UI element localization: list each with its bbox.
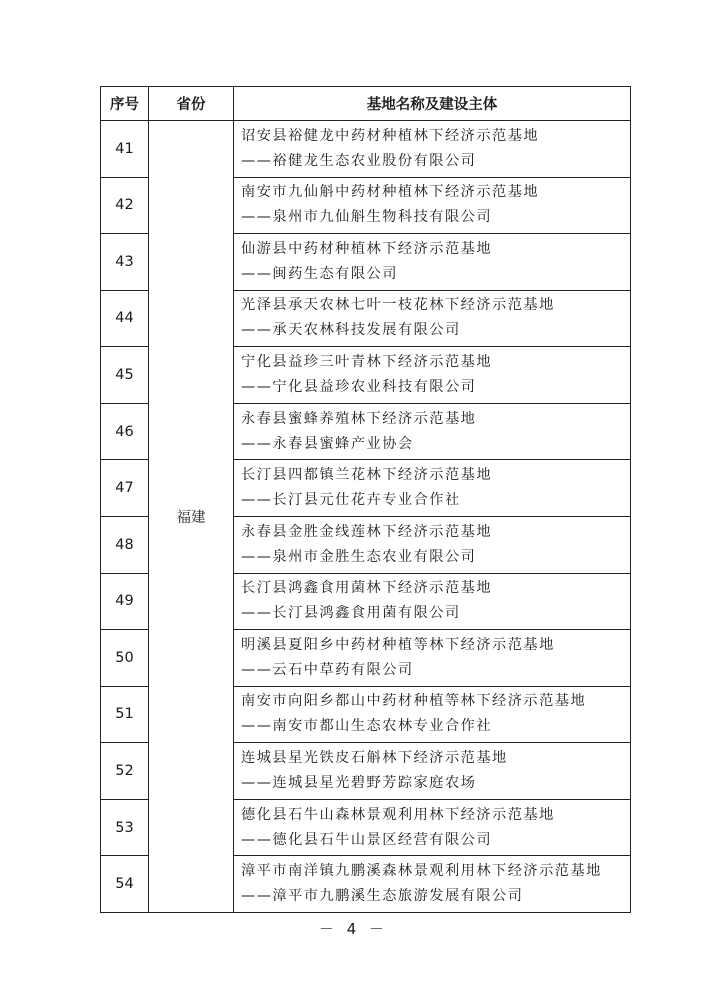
construction-entity: ——连城县星光碧野芳踪家庭农场 (241, 774, 477, 791)
header-base-name: 基地名称及建设主体 (234, 87, 631, 121)
table-row (101, 121, 631, 178)
base-list-table (100, 86, 631, 913)
base-name: 南安市向阳乡都山中药材种植等林下经济示范基地 (241, 693, 587, 710)
base-name-cell (234, 630, 631, 687)
base-name-cell (234, 799, 631, 856)
base-name: 永春县金胜金线莲林下经济示范基地 (241, 523, 493, 540)
row-serial-number: 52 (101, 743, 149, 800)
construction-entity: ——闽药生态有限公司 (241, 265, 398, 282)
row-serial-number: 51 (101, 686, 149, 743)
base-name: 宁化县益珍三叶青林下经济示范基地 (241, 354, 493, 371)
province-cell: 福建 (149, 121, 234, 913)
base-name: 德化县石牛山森林景观利用林下经济示范基地 (241, 806, 555, 823)
construction-entity: ——漳平市九鹏溪生态旅游发展有限公司 (241, 888, 524, 905)
base-name-cell (234, 121, 631, 178)
base-name: 光泽县承天农林七叶一枝花林下经济示范基地 (241, 297, 555, 314)
construction-entity: ——南安市都山生态农林专业合作社 (241, 718, 493, 735)
base-name-cell (234, 290, 631, 347)
row-serial-number: 47 (101, 460, 149, 517)
row-serial-number: 50 (101, 630, 149, 687)
base-name-cell (234, 743, 631, 800)
base-name: 南安市九仙斛中药材种植林下经济示范基地 (241, 184, 540, 201)
construction-entity: ——宁化县益珍农业科技有限公司 (241, 379, 477, 396)
table-header-row (101, 87, 631, 121)
base-name-cell (234, 234, 631, 291)
construction-entity: ——长汀县鸿鑫食用菌有限公司 (241, 605, 461, 622)
row-serial-number: 49 (101, 573, 149, 630)
row-serial-number: 43 (101, 234, 149, 291)
base-name-cell (234, 573, 631, 630)
construction-entity: ——泉州市金胜生态农业有限公司 (241, 548, 477, 565)
construction-entity: ——承天农林科技发展有限公司 (241, 322, 461, 339)
row-serial-number: 48 (101, 516, 149, 573)
row-serial-number: 45 (101, 347, 149, 404)
construction-entity: ——云石中草药有限公司 (241, 661, 414, 678)
header-serial-number: 序号 (101, 87, 149, 121)
construction-entity: ——永春县蜜蜂产业协会 (241, 435, 414, 452)
construction-entity: ——泉州市九仙斛生物科技有限公司 (241, 209, 493, 226)
base-name-cell (234, 403, 631, 460)
base-name-cell (234, 856, 631, 913)
construction-entity: ——德化县石牛山景区经营有限公司 (241, 831, 493, 848)
base-name: 明溪县夏阳乡中药材种植等林下经济示范基地 (241, 636, 555, 653)
base-name-cell (234, 516, 631, 573)
base-name: 永春县蜜蜂养殖林下经济示范基地 (241, 410, 477, 427)
base-name: 长汀县鸿鑫食用菌林下经济示范基地 (241, 580, 493, 597)
page-number: － 4 － (318, 920, 389, 938)
row-serial-number: 46 (101, 403, 149, 460)
construction-entity: ——裕健龙生态农业股份有限公司 (241, 152, 477, 169)
row-serial-number: 41 (101, 121, 149, 178)
construction-entity: ——长汀县元仕花卉专业合作社 (241, 492, 461, 509)
base-name-cell (234, 686, 631, 743)
header-province: 省份 (149, 87, 234, 121)
base-name-cell (234, 460, 631, 517)
base-name-cell (234, 177, 631, 234)
base-name: 连城县星光铁皮石斛林下经济示范基地 (241, 749, 508, 766)
base-name: 诏安县裕健龙中药材种植林下经济示范基地 (241, 127, 540, 144)
row-serial-number: 42 (101, 177, 149, 234)
base-name: 长汀县四都镇兰花林下经济示范基地 (241, 467, 493, 484)
row-serial-number: 53 (101, 799, 149, 856)
base-name: 漳平市南洋镇九鹏溪森林景观利用林下经济示范基地 (241, 863, 602, 880)
row-serial-number: 44 (101, 290, 149, 347)
base-name: 仙游县中药材种植林下经济示范基地 (241, 240, 493, 257)
row-serial-number: 54 (101, 856, 149, 913)
base-name-cell (234, 347, 631, 404)
